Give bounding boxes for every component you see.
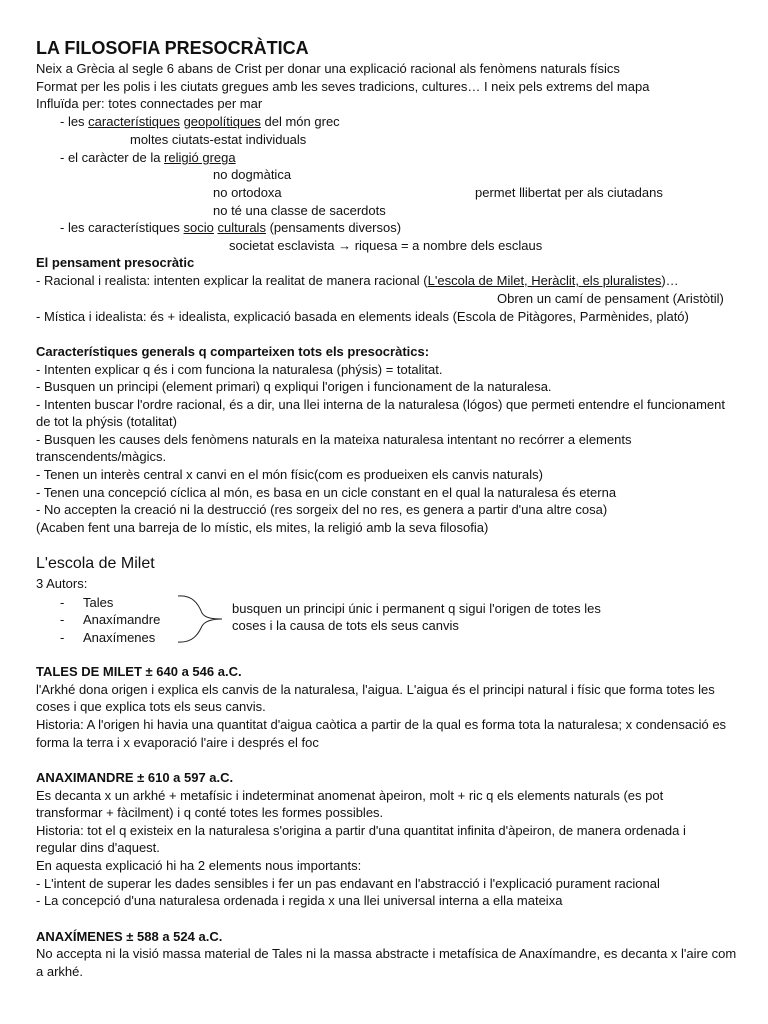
- section-heading: ANAXÍMENES ± 588 a 524 a.C.: [36, 929, 223, 944]
- underlined-text: geopolítiques: [183, 114, 261, 129]
- influence-religion: [60, 149, 236, 167]
- text: )…: [661, 273, 679, 288]
- paragraph-line: transformar + fàcilment) i q conté totes les formes possibles.: [36, 805, 384, 820]
- religion-detail: no dogmàtica: [213, 167, 292, 182]
- religion-detail: no té una classe de sacerdots: [213, 203, 386, 218]
- section-title: L'escola de Milet: [36, 555, 155, 572]
- intro-line: Influïda per: totes connectades per mar: [36, 96, 263, 111]
- autor-item: Anaxímenes: [83, 630, 156, 645]
- pensament-note: Obren un camí de pensament (Aristòtil): [497, 291, 724, 306]
- section-heading: TALES DE MILET ± 640 a 546 a.C.: [36, 664, 242, 679]
- paragraph-line: En aquesta explicació hi ha 2 elements nous importants:: [36, 858, 362, 873]
- list-item: - Intenten explicar q és i com funciona la naturalesa (phýsis) = totalitat.: [36, 362, 443, 377]
- section-heading: El pensament presocràtic: [36, 255, 195, 270]
- list-item: - Tenen un interès central x canvi en el món físic(com es produeixen els canvis naturals): [36, 467, 544, 482]
- text: - les: [60, 114, 89, 129]
- page-title: LA FILOSOFIA PRESOCRÀTICA: [36, 38, 309, 58]
- brace-icon: [176, 593, 224, 645]
- underlined-text: culturals: [217, 220, 266, 235]
- intro-line: Format per les polis i les ciutats gregues amb les seves tradicions, cultures… I neix pels extrems del mapa: [36, 79, 650, 94]
- influence-geo: [60, 113, 340, 131]
- underlined-text: L'escola de Milet, Heràclit, els pluralistes: [427, 273, 662, 288]
- autor-item: Tales: [83, 595, 114, 610]
- list-item: - Tenen una concepció cíclica al món, es basa en un cicle constant en el qual la naturalesa és eterna: [36, 485, 617, 500]
- paragraph-line: coses i que explica tots els seus canvis.: [36, 699, 266, 714]
- religion-detail: no ortodoxa: [213, 185, 282, 200]
- autor-dash: -: [60, 595, 65, 610]
- religion-note: permet llibertat per als ciutadans: [475, 185, 663, 200]
- socio-detail: societat esclavista → riquesa = a nombre dels esclaus: [229, 238, 543, 253]
- intro-line: Neix a Grècia al segle 6 abans de Crist per donar una explicació racional als fenòmens naturals físics: [36, 61, 620, 76]
- paragraph-line: Es decanta x un arkhé + metafísic i indeterminat anomenat àpeiron, molt + ric q els elements naturals (es pot: [36, 788, 664, 803]
- list-item: - Busquen un principi (element primari) q expliqui l'origen i funcionament de la naturalesa.: [36, 379, 552, 394]
- list-item: de tot la phýsis (totalitat): [36, 414, 177, 429]
- autor-dash: -: [60, 630, 65, 645]
- paragraph-line: a arkhé.: [36, 964, 83, 979]
- list-item: - Busquen les causes dels fenòmens naturals en la mateixa naturalesa intentant no recórrer a elements: [36, 432, 632, 447]
- autor-dash: -: [60, 612, 65, 627]
- underlined-text: socio: [183, 220, 214, 235]
- paragraph-line: forma la terra i x evaporació l'aire i després el foc: [36, 735, 319, 750]
- autor-item: Anaxímandre: [83, 612, 161, 627]
- text: del món grec: [260, 114, 340, 129]
- text: - Racional i realista: intenten explicar la realitat de manera racional (: [36, 273, 428, 288]
- list-item: (Acaben fent una barreja de lo místic, els mites, la religió amb la seva filosofia): [36, 520, 489, 535]
- paragraph-line: - La concepció d'una naturalesa ordenada i regida x una llei universal interna a ella mateixa: [36, 893, 563, 908]
- text: - les característiques: [60, 220, 184, 235]
- influence-socio: [60, 219, 401, 237]
- pensament-racional: [36, 272, 679, 290]
- paragraph-line: Historia: tot el q existeix en la naturalesa s'origina a partir d'una quantitat infinita d'àpeiron, de manera ordenada i: [36, 823, 686, 838]
- list-item: - No accepten la creació ni la destrucció (res sorgeix del no res, es genera a partir d'una altre cosa): [36, 502, 608, 517]
- section-heading: Característiques generals q comparteixen tots els presocràtics:: [36, 344, 430, 359]
- pensament-mistica: - Mística i idealista: és + idealista, explicació basada en elements ideals (Escola de Pitàgores, Parmènides, plató): [36, 309, 689, 324]
- paragraph-line: No accepta ni la visió massa material de Tales ni la massa abstracte i metafísica de Anaxímandre, es decanta x l'aire com: [36, 946, 737, 961]
- text: (pensaments diversos): [265, 220, 402, 235]
- brace-text: busquen un principi únic i permanent q sigui l'origen de totes les: [232, 601, 601, 616]
- influence-geo-detail: moltes ciutats-estat individuals: [130, 132, 307, 147]
- text: - el caràcter de la: [60, 150, 165, 165]
- autors-label: 3 Autors:: [36, 576, 88, 591]
- underlined-text: religió grega: [164, 150, 236, 165]
- paragraph-line: regular dins d'aquest.: [36, 840, 160, 855]
- list-item: - Intenten buscar l'ordre racional, és a dir, una llei interna de la naturalesa (lógos) que permeti entendre el funcionament: [36, 397, 725, 412]
- paragraph-line: l'Arkhé dona origen i explica els canvis de la naturalesa, l'aigua. L'aigua és el principi natural i físic que forma totes les: [36, 682, 715, 697]
- paragraph-line: - L'intent de superar les dades sensibles i fer un pas endavant en l'abstracció i l'explicació purament racional: [36, 876, 660, 891]
- section-heading: ANAXIMANDRE ± 610 a 597 a.C.: [36, 770, 234, 785]
- brace-text: coses i la causa de tots els seus canvis: [232, 618, 459, 633]
- paragraph-line: Historia: A l'origen hi havia una quantitat d'aigua caòtica a partir de la qual es forma tota la naturalesa; x condensació es: [36, 717, 727, 732]
- list-item: transcendents/màgics.: [36, 449, 167, 464]
- underlined-text: característiques: [88, 114, 180, 129]
